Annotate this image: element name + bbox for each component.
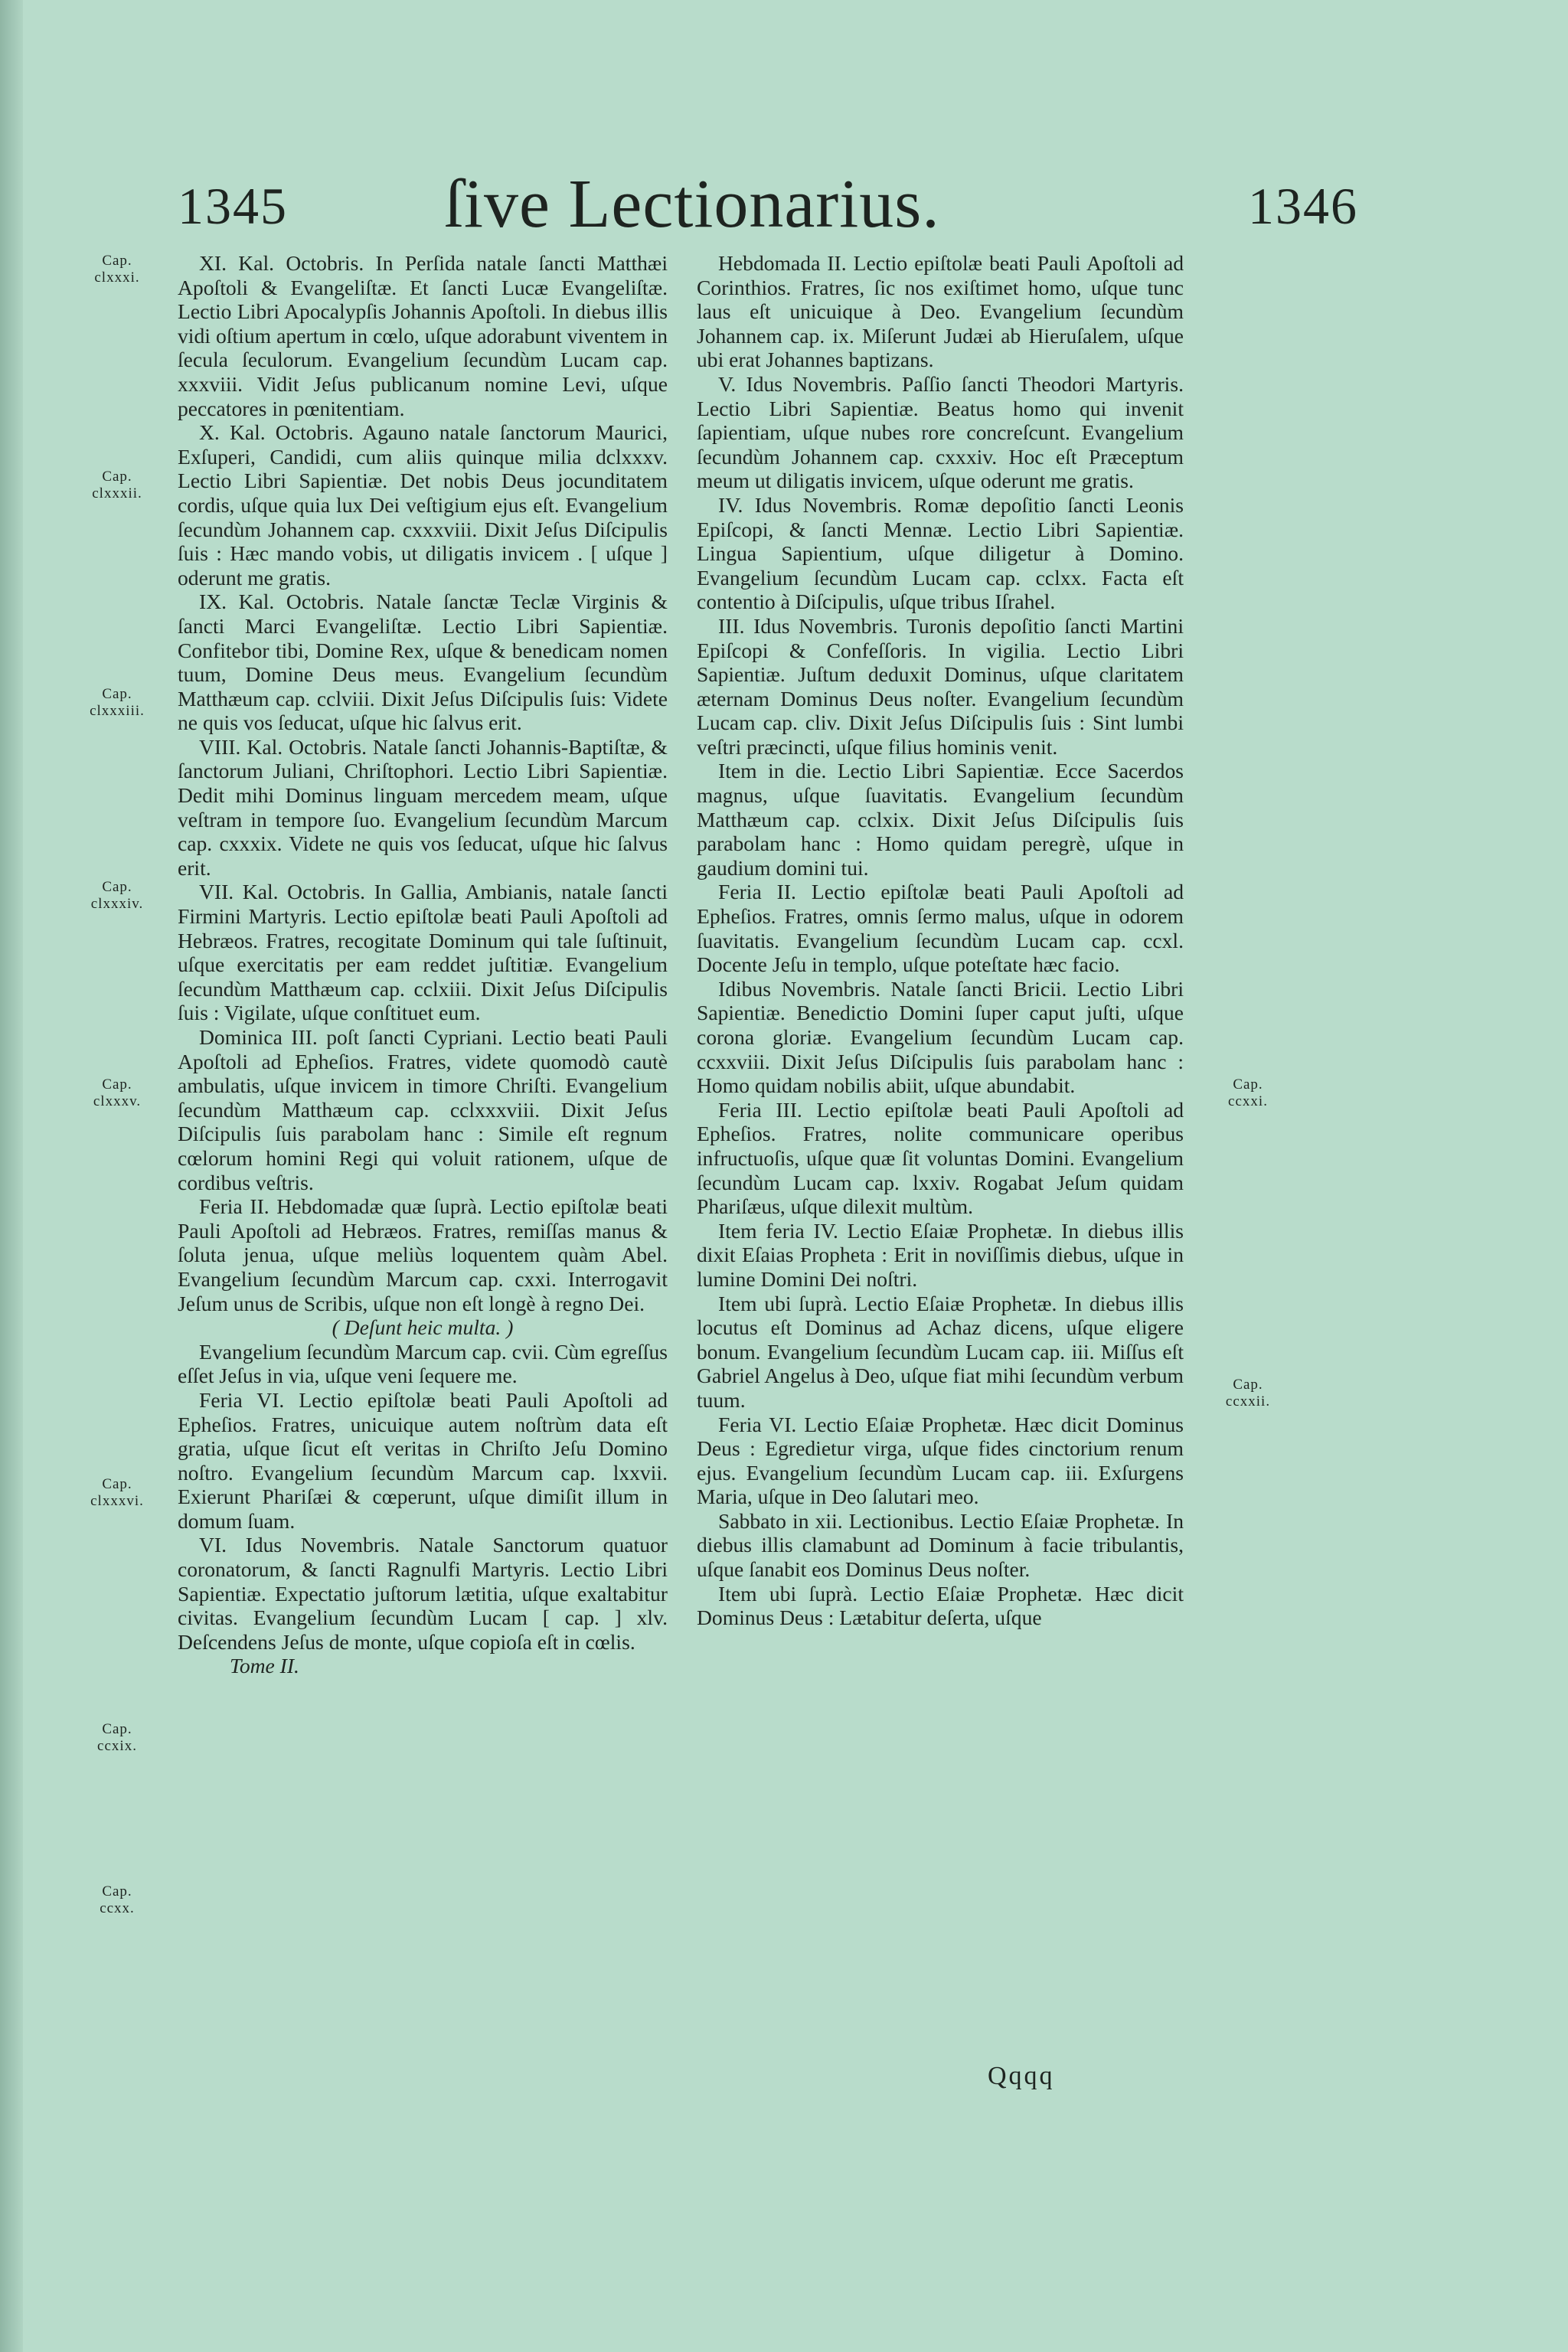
margin-note: Cap. clxxxiii. bbox=[90, 686, 145, 719]
entry-paragraph: V. Idus Novembris. Paſſio ſancti Theodori Martyris. Lectio Libri Sapientiæ. Beatus homo qui invenit ſapientiam, uſque nubes rore concreſcunt. Evangelium ſecundùm Johannem cap. cxxxiv. Hoc eſt Præceptum meum ut diligatis invicem, uſque oderunt me gratis. bbox=[697, 371, 1184, 493]
entry-paragraph: Item in die. Lectio Libri Sapientiæ. Ecce Sacerdos magnus, uſque ſuavitatis. Evangelium ſecundùm Matthæum cap. cclxix. Dixit Jeſus Diſcipulis ſuis parabolam hanc : Homo quidam peregrè, uſque in gaudium domini tui. bbox=[697, 759, 1184, 880]
right-column bbox=[697, 251, 1184, 1630]
margin-note: Cap. ccxxii. bbox=[1225, 1377, 1271, 1410]
entry-paragraph: Item feria IV. Lectio Eſaiæ Prophetæ. In diebus illis dixit Eſaias Propheta : Erit in noviſſimis diebus, uſque in lumine Domini Dei noſtri. bbox=[697, 1218, 1184, 1291]
entry-paragraph: XI. Kal. Octobris. In Perſida natale ſancti Matthæi Apoſtoli & Evangeliſtæ. Et ſancti Lucæ Evangeliſtæ. Lectio Libri Apocalypſis Johannis Apoſtoli. In diebus illis vidi oſtium apertum in cœlo, uſque adorabunt viventem in ſecula ſeculorum. Evangelium ſecundùm Lucam cap. xxxviii. Vidit Jeſus publicanum nomine Levi, uſque peccatores in pœnitentiam. bbox=[178, 251, 668, 420]
signature-mark: Qqqq bbox=[988, 2062, 1055, 2090]
entry-paragraph: Sabbato in xii. Lectionibus. Lectio Eſaiæ Prophetæ. In diebus illis clamabunt ad Dominum à facie tribulantis, uſque ſanabit eos Dominus Deus noſter. bbox=[697, 1508, 1184, 1582]
entry-paragraph: III. Idus Novembris. Turonis depoſitio ſancti Martini Epiſcopi & Confeſſoris. In vigilia. Lectio Libri Sapientiæ. Juſtum deduxit Dominus, uſque claritatem æternam Dominus Deus noſter. Evangelium ſecundùm Lucam cap. cliv. Dixit Jeſus Diſcipulis ſuis : Sint lumbi veſtri præcincti, uſque filius hominis venit. bbox=[697, 613, 1184, 759]
entry-paragraph: X. Kal. Octobris. Agauno natale ſanctorum Maurici, Exſuperi, Candidi, cum aliis quinque milia dclxxxv. Lectio Libri Sapientiæ. Det nobis Deus jocunditatem cordis, uſque quia lux Dei veſtigium ejus eſt. Evangelium ſecundùm Johannem cap. cxxxviii. Dixit Jeſus Diſcipulis ſuis : Hæc mando vobis, ut diligatis invicem . [ uſque ] oderunt me gratis. bbox=[178, 420, 668, 590]
entry-paragraph: Item ubi ſuprà. Lectio Eſaiæ Prophetæ. Hæc dicit Dominus Deus : Lætabitur deſerta, uſque bbox=[697, 1581, 1184, 1630]
volume-footer: Tome II. bbox=[230, 1654, 299, 1678]
entry-paragraph: VII. Kal. Octobris. In Gallia, Ambianis, natale ſancti Firmini Martyris. Lectio epiſtolæ beati Pauli Apoſtoli ad Hebræos. Fratres, recogitate Dominum qui tale ſuſtinuit, uſque exercitatis per eam reddet juſtitiæ. Evangelium ſecundùm Matthæum cap. cclxiii. Dixit Jeſus Diſcipulis ſuis : Vigilate, uſque conſtituet eum. bbox=[178, 880, 668, 1025]
margin-note: Cap. ccxx. bbox=[100, 1883, 135, 1916]
entry-paragraph: IV. Idus Novembris. Romæ depoſitio ſancti Leonis Epiſcopi, & ſancti Mennæ. Lectio Libri Sapientiæ. Lingua Sapientium, uſque diligetur à Domino. Evangelium ſecundùm Lucam cap. cclxx. Facta eſt contentio à Diſcipulis, uſque tribus Iſrahel. bbox=[697, 492, 1184, 614]
page-number-right: 1346 bbox=[1248, 177, 1358, 235]
margin-note: Cap. clxxxv. bbox=[93, 1076, 142, 1109]
margin-note: Cap. ccxix. bbox=[97, 1721, 137, 1754]
entry-paragraph: VIII. Kal. Octobris. Natale ſancti Johannis-Baptiſtæ, & ſanctorum Juliani, Chriſtophori. Lectio Libri Sapientiæ. Dedit mihi Dominus linguam mercedem meam, uſque veſtram in tempore ſuo. Evangelium ſecundùm Marcum cap. cxxxix. Videte ne quis vos ſeducat, uſque hic ſalvus erit. bbox=[178, 734, 668, 880]
entry-paragraph: Feria VI. Lectio Eſaiæ Prophetæ. Hæc dicit Dominus Deus : Egredietur virga, uſque fides cinctorium renum ejus. Evangelium ſecundùm Lucam cap. iii. Exſurgens Maria, uſque in Deo ſalutari meo. bbox=[697, 1412, 1184, 1509]
margin-note: Cap. clxxxvi. bbox=[90, 1476, 144, 1509]
lacuna-note: ( Deſunt heic multa. ) bbox=[332, 1315, 514, 1340]
entry-paragraph: Idibus Novembris. Natale ſancti Bricii. Lectio Libri Sapientiæ. Benedictio Domini ſuper caput juſti, uſque corona gloriæ. Evangelium ſecundùm Lucam cap. ccxxviii. Dixit Jeſus Diſcipulis ſuis parabolam hanc : Homo quidam nobilis abiit, uſque abundabit. bbox=[697, 976, 1184, 1098]
page-title: ſive Lectionarius. bbox=[444, 166, 940, 242]
entry-paragraph: Item ubi ſuprà. Lectio Eſaiæ Prophetæ. In diebus illis locutus eſt Dominus ad Achaz dicens, uſque eligere bonum. Evangelium ſecundùm Lucam cap. iii. Miſſus eſt Gabriel Angelus à Deo, uſque fiat mihi ſecundùm verbum tuum. bbox=[697, 1291, 1184, 1412]
margin-note: Cap. clxxxiv. bbox=[90, 879, 144, 912]
left-column bbox=[178, 251, 668, 1678]
margin-note: Cap. clxxxii. bbox=[92, 469, 142, 501]
running-header bbox=[0, 165, 1568, 249]
book-spine bbox=[0, 0, 23, 2352]
entry-paragraph: Feria III. Lectio epiſtolæ beati Pauli Apoſtoli ad Epheſios. Fratres, nolite communicare operibus infructuoſis, uſque quæ ſit voluntas Domini. Evangelium ſecundùm Lucam cap. lxxiv. Rogabat Jeſum quidam Phariſæus, uſque dilexit multùm. bbox=[697, 1097, 1184, 1219]
margin-note: Cap. clxxxi. bbox=[94, 253, 140, 286]
page-number-left: 1345 bbox=[178, 177, 288, 235]
entry-paragraph: IX. Kal. Octobris. Natale ſanctæ Teclæ Virginis & ſancti Marci Evangeliſtæ. Lectio Libri Sapientiæ. Confitebor tibi, Domine Rex, uſque & benedicam nomen tuum, Domine Deus meus. Evangelium ſecundùm Matthæum cap. cclviii. Dixit Jeſus Diſcipulis ſuis: Videte ne quis vos ſeducat, uſque hic ſalvus erit. bbox=[178, 590, 668, 735]
entry-paragraph: Feria II. Lectio epiſtolæ beati Pauli Apoſtoli ad Epheſios. Fratres, omnis ſermo malus, uſque in odorem ſuavitatis. Evangelium ſecundùm Lucam cap. ccxl. Docente Jeſu in templo, uſque poteſtate hæc facio. bbox=[697, 880, 1184, 977]
entry-paragraph: Feria VI. Lectio epiſtolæ beati Pauli Apoſtoli ad Epheſios. Fratres, unicuique autem noſtrùm data eſt gratia, uſque ſicut eſt veritas in Chriſto Jeſu Domino noſtro. Evangelium ſecundùm Marcum cap. lxxvii. Exierunt Phariſæi & cœperunt, uſque dimiſit illum in domum ſuam. bbox=[178, 1387, 668, 1533]
entry-paragraph: Evangelium ſecundùm Marcum cap. cvii. Cùm egreſſus eſſet Jeſus in via, uſque veni ſequere me. bbox=[178, 1339, 668, 1388]
margin-note: Cap. ccxxi. bbox=[1228, 1076, 1268, 1109]
entry-paragraph: Dominica III. poſt ſancti Cypriani. Lectio beati Pauli Apoſtoli ad Epheſios. Fratres, videte quomodò cautè ambulatis, uſque invicem in timore Chriſti. Evangelium ſecundùm Matthæum cap. cclxxxviii. Dixit Jeſus Diſcipulis ſuis parabolam hanc : Simile eſt regnum cœlorum homini Regi qui voluit rationem, uſque de cordibus veſtris. bbox=[178, 1025, 668, 1194]
entry-paragraph: VI. Idus Novembris. Natale Sanctorum quatuor coronatorum, & ſancti Ragnulfi Martyris. Lectio Libri Sapientiæ. Expectatio juſtorum lætitia, uſque exaltabitur civitas. Evangelium ſecundùm Lucam [ cap. ] xlv. Deſcendens Jeſus de monte, uſque copioſa eſt in cœlis. bbox=[178, 1533, 668, 1654]
entry-paragraph: Hebdomada II. Lectio epiſtolæ beati Pauli Apoſtoli ad Corinthios. Fratres, ſic nos exiſtimet homo, uſque tunc laus eſt unicuique à Deo. Evangelium ſecundùm Johannem cap. ix. Miſerunt Judæi ab Hieruſalem, uſque ubi erat Johannes baptizans. bbox=[697, 251, 1184, 372]
entry-paragraph: Feria II. Hebdomadæ quæ ſuprà. Lectio epiſtolæ beati Pauli Apoſtoli ad Hebræos. Fratres, remiſſas manus & ſoluta jenua, uſque meliùs loquentem quàm Abel. Evangelium ſecundùm Marcum cap. cxxi. Interrogavit Jeſum unus de Scribis, uſque non eſt longè à regno Dei. bbox=[178, 1194, 668, 1315]
